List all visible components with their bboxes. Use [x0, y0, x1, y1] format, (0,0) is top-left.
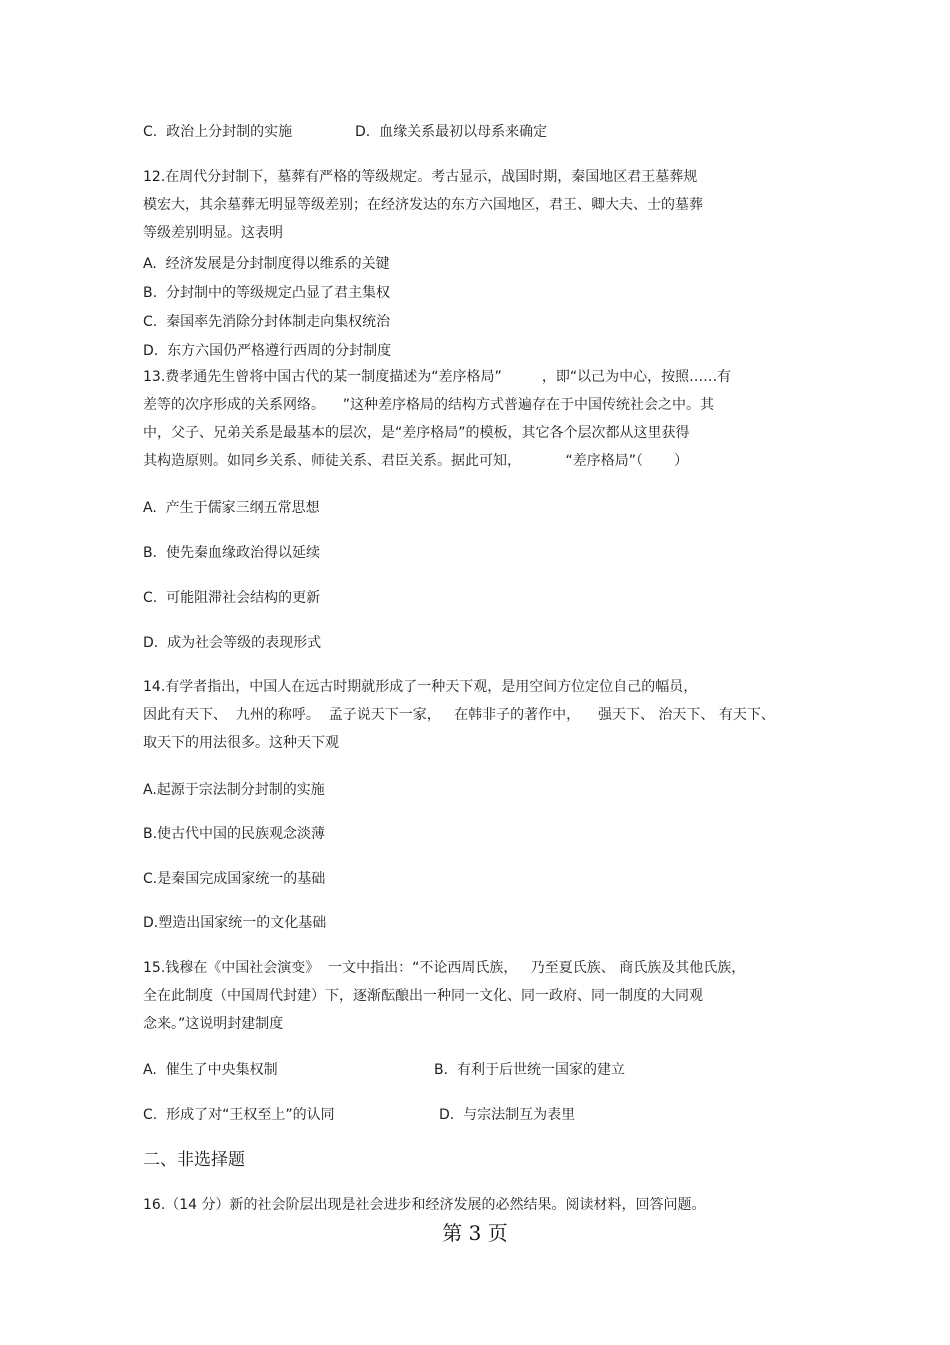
q14-option-a: A.起源于宗法制分封制的实施 — [143, 782, 325, 798]
q13-option-d: D. 成为社会等级的表现形式 — [143, 635, 322, 651]
q15-option-a: A. 催生了中央集权制 — [143, 1062, 278, 1078]
q14-stem-line-1: 14.有学者指出，中国人在远古时期就形成了一种天下观，是用空间方位定位自己的幅员， — [143, 679, 698, 695]
q16-stem: 16.（14 分）新的社会阶层出现是社会进步和经济发展的必然结果。阅读材料，回答问题。 — [143, 1197, 706, 1213]
q14-option-d: D.塑造出国家统一的文化基础 — [143, 915, 327, 931]
q15-option-d: D. 与宗法制互为表里 — [439, 1107, 576, 1123]
q12-option-b: B. 分封制中的等级规定凸显了君主集权 — [143, 285, 390, 301]
q15-stem-line-2: 全在此制度（中国周代封建）下，逐渐酝酿出一种同一文化、同一政府、同一制度的大同观 — [143, 988, 703, 1004]
q13-option-a: A. 产生于儒家三纲五常思想 — [143, 500, 320, 516]
q14-stem-line-2: 因此有天下、 九州的称呼。 孟子说天下一家， 在韩非子的著作中， 强天下、 治天下、 有天下、 — [143, 707, 775, 723]
q12-option-a: A. 经济发展是分封制度得以维系的关键 — [143, 256, 390, 272]
q11-option-d: D. 血缘关系最初以母系来确定 — [355, 124, 548, 140]
q14-stem-line-3: 取天下的用法很多。这种天下观 — [143, 735, 339, 751]
section-title: 二、非选择题 — [143, 1150, 245, 1170]
q13-option-b: B. 使先秦血缘政治得以延续 — [143, 545, 320, 561]
q13-stem-line-4: 其构造原则。如同乡关系、师徒关系、君臣关系。据此可知， “差序格局”（ ） — [143, 453, 689, 469]
q14-option-c: C.是秦国完成国家统一的基础 — [143, 871, 326, 887]
q12-stem-line-2: 模宏大，其余墓葬无明显等级差别；在经济发达的东方六国地区，君王、卿大夫、士的墓葬 — [143, 197, 703, 213]
page-number: 第 3 页 — [442, 1221, 508, 1245]
q14-option-b: B.使古代中国的民族观念淡薄 — [143, 826, 326, 842]
q15-option-b: B. 有利于后世统一国家的建立 — [434, 1062, 625, 1078]
q12-option-c: C. 秦国率先消除分封体制走向集权统治 — [143, 314, 391, 330]
q13-stem-line-1: 13.费孝通先生曾将中国古代的某一制度描述为“差序格局” ，即“以己为中心，按照……有 — [143, 369, 732, 385]
q12-stem-line-1: 12.在周代分封制下，墓葬有严格的等级规定。考古显示，战国时期，秦国地区君王墓葬规 — [143, 169, 698, 185]
q12-stem-line-3: 等级差别明显。这表明 — [143, 225, 283, 241]
q13-stem-line-3: 中，父子、兄弟关系是最基本的层次，是“差序格局”的模板，其它各个层次都从这里获得 — [143, 425, 690, 441]
q11-option-c: C. 政治上分封制的实施 — [143, 124, 293, 140]
q15-stem-line-3: 念来。”这说明封建制度 — [143, 1016, 284, 1032]
q12-option-d: D. 东方六国仍严格遵行西周的分封制度 — [143, 343, 392, 359]
q15-stem-line-1: 15.钱穆在《中国社会演变》 一文中指出：“不论西周氏族， 乃至夏氏族、 商氏族及其他氏族， — [143, 960, 746, 976]
q13-stem-line-2: 差等的次序形成的关系网络。 ”这种差序格局的结构方式普遍存在于中国传统社会之中。其 — [143, 397, 715, 413]
q13-option-c: C. 可能阻滞社会结构的更新 — [143, 590, 321, 606]
q15-option-c: C. 形成了对“王权至上”的认同 — [143, 1107, 335, 1123]
